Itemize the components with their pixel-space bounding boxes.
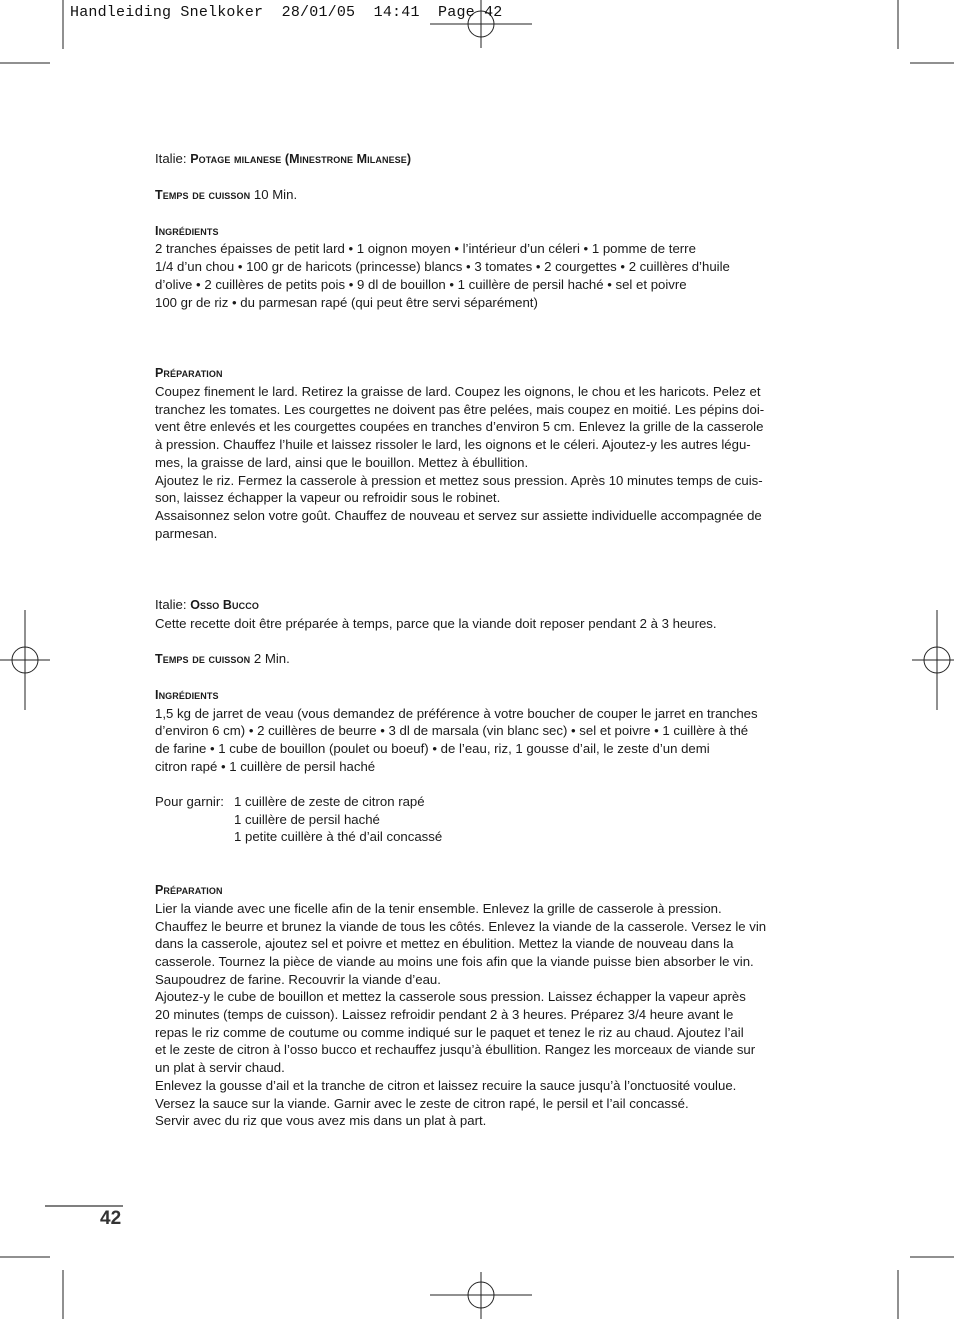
text-line: un plat à servir chaud. — [155, 1060, 285, 1076]
text-line: Coupez finement le lard. Retirez la graisse de lard. Coupez les oignons, le chou et les haricots. Pelez et — [155, 384, 761, 399]
recipe2-heading — [155, 596, 810, 615]
text-line: d’environ 6 cm) • 2 cuillères de beurre • 3 dl de marsala (vin blanc sec) • sel et poivre • 1 cuillère à thé — [155, 723, 749, 739]
recipe1-title: Potage milanese (Minestrone Milanese) — [190, 152, 412, 166]
recipe1-time-value: 10 Min. — [250, 187, 298, 203]
text-line: repas le riz comme de coutume ou comme indiqué sur le paquet et tenez le riz au chaud. Ajoutez l’ail — [155, 1024, 744, 1040]
text-line: son, laissez échapper la vapeur ou refroidir sous le robinet. — [155, 490, 501, 506]
recipe2-ingredients — [155, 705, 810, 776]
recipe2-title: Osso Bucco — [190, 598, 259, 613]
garnish-item: 1 cuillère de persil haché — [234, 811, 380, 827]
print-header: Handleiding Snelkoker 28/01/05 14:41 Page 42 — [70, 4, 503, 21]
text-line: Chauffez le beurre et brunez la viande de tous les côtés. Enlevez la viande de la casserole. Versez le vin — [155, 918, 767, 934]
text-line: vent être enlevés et les courgettes coupées en tranches d’environ 5 cm. Enlevez la grille de la casserole — [155, 419, 764, 435]
text-line: 1/4 d’un chou • 100 gr de haricots (princesse) blancs • 3 tomates • 2 courgettes • 2 cuillères d’huile — [155, 259, 730, 275]
text-line: Versez la sauce sur la viande. Garnir avec le zeste de citron rapé, le persil et l’ail concassé. — [155, 1095, 689, 1111]
text-line: 1,5 kg de jarret de veau (vous demandez de préférence à votre boucher de couper le jarret en tranches — [155, 705, 758, 721]
recipe2-country: Italie: — [155, 597, 191, 613]
text-line: Saupoudrez de farine. Recouvrir la viande d’eau. — [155, 971, 441, 987]
recipe2-garnish — [155, 793, 810, 846]
recipe2-time — [155, 650, 810, 669]
recipe2-ingredients-label: Ingrédients — [155, 687, 219, 702]
recipe2-preparation-label: Préparation — [155, 883, 223, 898]
registration-mark-bottom — [430, 1272, 532, 1319]
registration-mark-left — [0, 610, 50, 710]
recipe2-time-value: 2 Min. — [250, 651, 290, 667]
recipe1-heading — [155, 150, 810, 169]
recipe1-preparation-label: Préparation — [155, 366, 223, 381]
text-line: Assaisonnez selon votre goût. Chauffez de nouveau et servez sur assiette individuelle accompagnée de — [155, 507, 762, 523]
recipe1-ingredients-label: Ingrédients — [155, 223, 219, 238]
text-line: casserole. Tournez la pièce de viande au moins une fois afin que la viande puisse bien absorber le vin. — [155, 953, 754, 969]
recipe2-preparation — [155, 900, 810, 1130]
text-line: tranchez les tomates. Les courgettes ne doivent pas être pelées, mais coupez en moitié. Les pépins doi- — [155, 401, 765, 417]
text-line: Ajoutez le riz. Fermez la casserole à pression et mettez sous pression. Après 10 minutes temps de cuis- — [155, 472, 763, 488]
recipe1-ingredients — [155, 240, 810, 311]
registration-mark-right — [912, 610, 954, 710]
text-line: Enlevez la gousse d’ail et la tranche de citron et laissez recuire la sauce jusqu’à l’onctuosité voulue. — [155, 1077, 737, 1093]
page-content — [155, 150, 810, 1130]
text-line: Lier la viande avec une ficelle afin de la tenir ensemble. Enlevez la grille de casserole à pression. — [155, 900, 722, 916]
text-line: Ajoutez-y le cube de bouillon et mettez la casserole sous pression. Laissez échapper la vapeur après — [155, 989, 746, 1005]
recipe2-intro: Cette recette doit être préparée à temps, parce que la viande doit reposer pendant 2 à 3 heures. — [155, 616, 717, 632]
text-line: et le zeste de citron à l’osso bucco et rechauffez jusqu’à ébullition. Rangez les morceaux de viande sur — [155, 1042, 756, 1058]
recipe2-time-label: Temps de cuisson — [155, 652, 251, 667]
recipe1-country: Italie: — [155, 151, 191, 166]
page-number: 42 — [100, 1208, 122, 1229]
garnish-label: Pour garnir: — [155, 794, 224, 810]
garnish-item: 1 petite cuillère à thé d’ail concassé — [234, 829, 443, 845]
text-line: dans la casserole, ajoutez sel et poivre et mettez en ébulition. Mettez la viande de nouveau dans la — [155, 936, 734, 952]
text-line: 100 gr de riz • du parmesan rapé (qui peut être servi séparément) — [155, 294, 538, 310]
recipe1-time-label: Temps de cuisson — [155, 188, 251, 203]
text-line: à pression. Chauffez l’huile et laissez rissoler le lard, les oignons et le céleri. Ajoutez-y les autres légu- — [155, 437, 751, 453]
text-line: 20 minutes (temps de cuisson). Laissez refroidir pendant 2 à 3 heures. Préparez 3/4 heure avant le — [155, 1007, 734, 1023]
garnish-item: 1 cuillère de zeste de citron rapé — [234, 794, 425, 810]
text-line: mes, la graisse de lard, ainsi que le bouillon. Mettez à ébullition. — [155, 454, 529, 470]
text-line: citron rapé • 1 cuillère de persil haché — [155, 758, 376, 774]
text-line: 2 tranches épaisses de petit lard • 1 oignon moyen • l’intérieur d’un céleri • 1 pomme de terre — [155, 241, 696, 257]
text-line: Servir avec du riz que vous avez mis dans un plat à part. — [155, 1113, 487, 1129]
recipe1-preparation — [155, 383, 810, 542]
text-line: d’olive • 2 cuillères de petits pois • 9 dl de bouillon • 1 cuillère de persil haché • sel et poivre — [155, 276, 687, 292]
text-line: de farine • 1 cube de bouillon (poulet ou boeuf) • de l’eau, riz, 1 gousse d’ail, le zeste d’un demi — [155, 740, 710, 756]
text-line: parmesan. — [155, 525, 218, 541]
recipe1-time — [155, 186, 810, 205]
